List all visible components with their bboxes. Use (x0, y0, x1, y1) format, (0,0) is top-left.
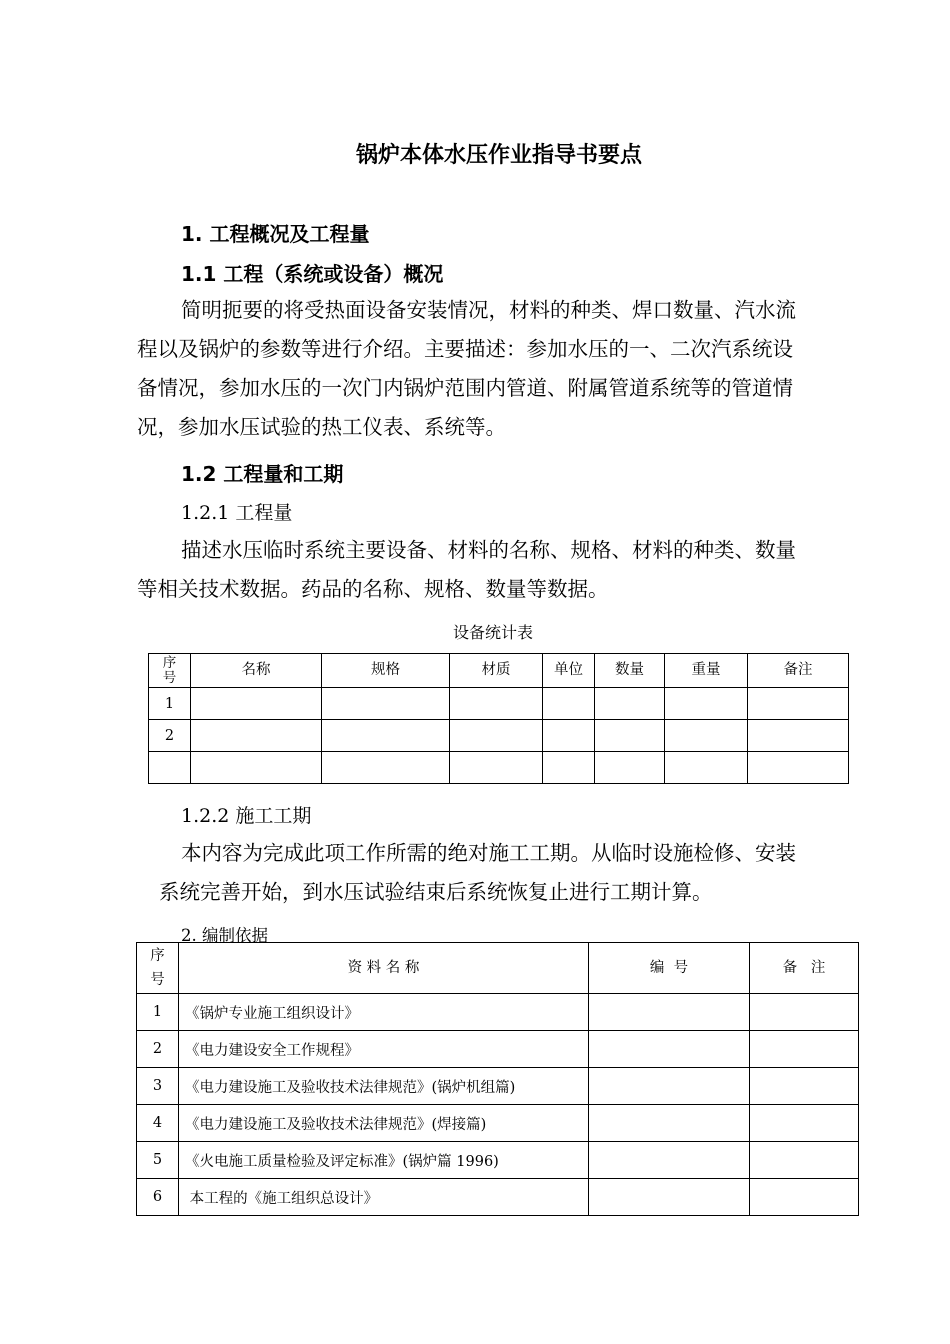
table-row (137, 1142, 859, 1179)
table-cell (191, 720, 322, 752)
paragraph-line: 系统完善开始，到水压试验结束后系统恢复止进行工期计算。 (159, 880, 713, 904)
table-row (149, 720, 849, 752)
table-cell: 《电力建设施工及验收技术法律规范》(焊接篇) (179, 1105, 589, 1142)
table-cell: 3 (137, 1068, 179, 1105)
paragraph-line: 备情况，参加水压的一次门内锅炉范围内管道、附属管道系统等的管道情 (137, 376, 793, 400)
header-cell: 资 料 名 称 (179, 943, 589, 994)
table-cell: 6 (137, 1179, 179, 1216)
table-row (137, 994, 859, 1031)
section-1-2-heading: 1.2 工程量和工期 (181, 462, 344, 486)
table-cell (589, 1068, 750, 1105)
paragraph-line: 等相关技术数据。药品的名称、规格、数量等数据。 (137, 577, 609, 601)
paragraph-line: 况，参加水压试验的热工仪表、系统等。 (137, 415, 506, 439)
header-cell: 规格 (322, 654, 450, 688)
table-cell (665, 720, 748, 752)
table-cell (750, 1179, 859, 1216)
section-2-heading: 2. 编制依据 (181, 926, 268, 945)
table-cell: 《锅炉专业施工组织设计》 (179, 994, 589, 1031)
table-cell: 2 (149, 720, 191, 752)
table-header-row (137, 943, 859, 994)
paragraph-line: 程以及锅炉的参数等进行介绍。主要描述：参加水压的一、二次汽系统设 (137, 337, 793, 361)
table-cell: 1 (137, 994, 179, 1031)
table-cell (543, 720, 595, 752)
table-row (137, 1105, 859, 1142)
table-cell (750, 994, 859, 1031)
table-cell (191, 688, 322, 720)
table-cell (595, 688, 665, 720)
table-cell: 《电力建设施工及验收技术法律规范》(锅炉机组篇) (179, 1068, 589, 1105)
header-cell: 名称 (191, 654, 322, 688)
header-cell: 重量 (665, 654, 748, 688)
table-cell (750, 1068, 859, 1105)
section-1-2-2-paragraph (159, 834, 796, 912)
table-row (137, 1179, 859, 1216)
table-cell (665, 688, 748, 720)
section-1-2-2-heading: 1.2.2 施工工期 (181, 805, 312, 827)
table-cell (750, 1031, 859, 1068)
table-cell: 5 (137, 1142, 179, 1179)
table-cell (748, 720, 849, 752)
equipment-table (148, 653, 849, 784)
table-cell: 《火电施工质量检验及评定标准》(锅炉篇 1996) (179, 1142, 589, 1179)
header-cell: 编 号 (589, 943, 750, 994)
table-cell (543, 688, 595, 720)
table-cell: 4 (137, 1105, 179, 1142)
table-cell (543, 752, 595, 784)
table-header-row (149, 654, 849, 688)
table-cell (149, 752, 191, 784)
paragraph-line: 简明扼要的将受热面设备安装情况，材料的种类、焊口数量、汽水流 (181, 298, 796, 322)
table-cell (748, 752, 849, 784)
header-cell: 备 注 (750, 943, 859, 994)
table-row (137, 1031, 859, 1068)
table-cell (665, 752, 748, 784)
table-cell (450, 720, 543, 752)
table-cell (322, 752, 450, 784)
section-1-2-1-heading: 1.2.1 工程量 (181, 502, 293, 524)
table-cell (750, 1142, 859, 1179)
paragraph-line: 本内容为完成此项工作所需的绝对施工工期。从临时设施检修、安装 (181, 841, 796, 865)
section-1-heading: 1. 工程概况及工程量 (181, 222, 370, 246)
header-cell: 材质 (450, 654, 543, 688)
table-cell: 本工程的《施工组织总设计》 (179, 1179, 589, 1216)
table-row (149, 688, 849, 720)
paragraph-line: 描述水压临时系统主要设备、材料的名称、规格、材料的种类、数量 (181, 538, 796, 562)
table-cell (589, 1142, 750, 1179)
table-cell (595, 752, 665, 784)
table-cell (322, 720, 450, 752)
section-1-1-paragraph (137, 291, 796, 447)
table-cell: 1 (149, 688, 191, 720)
header-cell: 备注 (748, 654, 849, 688)
table-cell (748, 688, 849, 720)
table-row (149, 752, 849, 784)
table-cell: 2 (137, 1031, 179, 1068)
table-row (137, 1068, 859, 1105)
header-cell: 序号 (137, 943, 179, 994)
table-cell (450, 752, 543, 784)
table-cell (450, 688, 543, 720)
table-cell (589, 1179, 750, 1216)
section-1-2-1-paragraph (137, 531, 796, 609)
table-cell (191, 752, 322, 784)
table-cell: 《电力建设安全工作规程》 (179, 1031, 589, 1068)
table-cell (595, 720, 665, 752)
table-cell (322, 688, 450, 720)
table-cell (589, 1031, 750, 1068)
header-cell: 数量 (595, 654, 665, 688)
table-cell (589, 1105, 750, 1142)
section-1-1-heading: 1.1 工程（系统或设备）概况 (181, 262, 444, 286)
reference-table (136, 942, 859, 1216)
table-cell (750, 1105, 859, 1142)
table-cell (589, 994, 750, 1031)
header-cell: 序号 (149, 654, 191, 688)
document-title: 锅炉本体水压作业指导书要点 (355, 143, 642, 168)
header-cell: 单位 (543, 654, 595, 688)
table-caption: 设备统计表 (452, 623, 533, 642)
